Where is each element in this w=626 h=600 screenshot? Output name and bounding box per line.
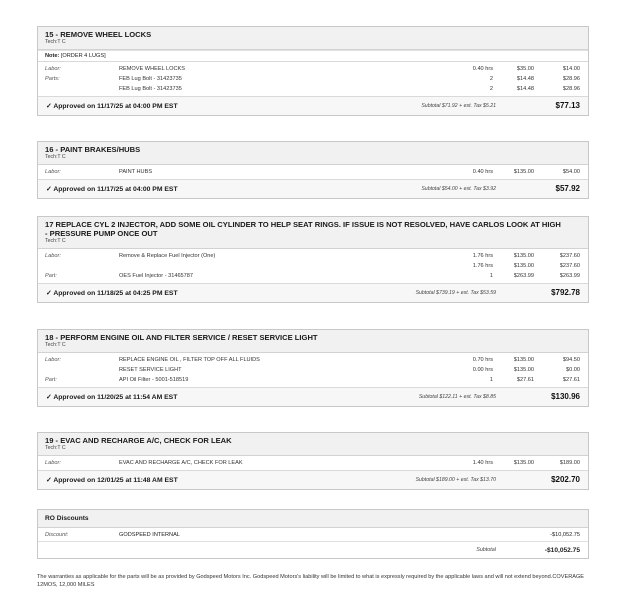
- discount-subtotal-label: Subtotal: [476, 547, 496, 553]
- line-desc: FEB Lug Bolt - 31423735: [119, 76, 182, 82]
- line-item: [38, 355, 588, 365]
- job-total: $202.70: [551, 475, 580, 484]
- line-desc: PAINT HUBS: [119, 169, 153, 175]
- job-title: 18 - PERFORM ENGINE OIL AND FILTER SERVICE / RESET SERVICE LIGHT: [45, 333, 318, 342]
- line-amount: $237.60: [559, 263, 580, 269]
- job-title: 17 REPLACE CYL 2 INJECTOR, ADD SOME OIL CYLINDER TO HELP SEAT RINGS. IF ISSUE IS NOT RESOLVED, HAVE CARLOS LOOK AT HIGH: [45, 220, 561, 229]
- line-item: [38, 375, 588, 385]
- line-type: Labor:: [45, 357, 61, 363]
- approved-status: ✓ Approved on 11/17/25 at 04:00 PM EST: [46, 103, 178, 110]
- line-rate: $14.48: [516, 76, 534, 82]
- job-footer: [38, 471, 588, 489]
- warranty-text: The warranties as applicable for the parts will be as provided by Godspeed Motors Inc. Godspeed Motors's liability will be limited to what is expressly required by the applicable laws and will not extend beyond.COVERAGE 12MOS, 12,000 MILES: [37, 574, 585, 588]
- job-header: [38, 330, 588, 353]
- tech-label: Tech:T C: [45, 238, 66, 244]
- line-amount: $27.61: [562, 377, 580, 383]
- line-type: Parts:: [45, 76, 60, 82]
- line-desc: EVAC AND RECHARGE A/C, CHECK FOR LEAK: [119, 460, 243, 466]
- line-qty: 1: [489, 377, 493, 383]
- line-desc: REMOVE WHEEL LOCKS: [119, 66, 185, 72]
- line-rate: $27.61: [516, 377, 534, 383]
- job-title-continued: - PRESSURE PUMP ONCE OUT: [45, 229, 158, 238]
- line-rate: $135.00: [513, 357, 534, 363]
- line-amount: $54.00: [562, 169, 580, 175]
- line-amount: $263.99: [559, 273, 580, 279]
- job-total: $57.92: [555, 184, 580, 193]
- line-item: [38, 271, 588, 281]
- job-title: 16 - PAINT BRAKES/HUBS: [45, 145, 141, 154]
- job-header: [38, 433, 588, 456]
- line-amount: $237.60: [559, 253, 580, 259]
- job-footer: [38, 388, 588, 406]
- job-total: $130.96: [551, 392, 580, 401]
- job-footer: [38, 97, 588, 115]
- job-note: [38, 50, 588, 61]
- line-type: Labor:: [45, 66, 61, 72]
- discount-amount: -$10,052.75: [550, 532, 580, 538]
- approved-status: ✓ Approved on 12/01/25 at 11:48 AM EST: [46, 477, 178, 484]
- tech-label: Tech:T C: [45, 445, 66, 451]
- line-desc: Remove & Replace Fuel Injector (One): [119, 253, 216, 259]
- line-qty: 0.40 hrs: [472, 66, 493, 72]
- line-amount: $14.00: [562, 66, 580, 72]
- line-desc: RESET SERVICE LIGHT: [119, 367, 182, 373]
- line-rate: $135.00: [513, 263, 534, 269]
- line-qty: 2: [489, 76, 493, 82]
- line-item: [38, 74, 588, 84]
- ro-discounts: [37, 509, 589, 559]
- subtotal-text: Subtotal $739.19 + est. Tax $53.59: [415, 290, 496, 296]
- discount-subtotal-row: [38, 542, 588, 558]
- line-qty: 0.70 hrs: [472, 357, 493, 363]
- subtotal-text: Subtotal $122.11 + est. Tax $8.85: [418, 394, 496, 400]
- line-amount: $28.96: [562, 86, 580, 92]
- line-rate: $14.48: [516, 86, 534, 92]
- line-rate: $135.00: [513, 367, 534, 373]
- line-item: [38, 261, 588, 271]
- line-rate: $135.00: [513, 169, 534, 175]
- job-15: [37, 26, 589, 116]
- line-amount: $28.96: [562, 76, 580, 82]
- approved-status: ✓ Approved on 11/18/25 at 04:25 PM EST: [46, 290, 178, 297]
- tech-label: Tech:T C: [45, 154, 66, 160]
- line-item: [38, 84, 588, 94]
- discount-desc: GODSPEED INTERNAL: [119, 532, 180, 538]
- approved-status: ✓ Approved on 11/20/25 at 11:54 AM EST: [46, 394, 178, 401]
- discount-type: Discount:: [45, 532, 69, 538]
- job-header: [38, 217, 588, 249]
- line-qty: 1.76 hrs: [472, 253, 493, 259]
- job-footer: [38, 180, 588, 198]
- line-qty: 1.40 hrs: [472, 460, 493, 466]
- discount-subtotal: -$10,052.75: [544, 547, 580, 554]
- job-19: [37, 432, 589, 490]
- line-item: [38, 64, 588, 74]
- subtotal-text: Subtotal $189.00 + est. Tax $13.70: [415, 477, 496, 483]
- line-amount: $189.00: [559, 460, 580, 466]
- job-lines: [38, 61, 588, 97]
- job-lines: [38, 353, 588, 388]
- tech-label: Tech:T C: [45, 342, 66, 348]
- job-16: [37, 141, 589, 199]
- job-total: $77.13: [555, 101, 580, 110]
- discounts-title: RO Discounts: [45, 515, 89, 522]
- job-title: 19 - EVAC AND RECHARGE A/C, CHECK FOR LEAK: [45, 436, 232, 445]
- subtotal-text: Subtotal $71.92 + est. Tax $5.21: [421, 103, 496, 109]
- line-type: Labor:: [45, 253, 61, 259]
- line-type: Labor:: [45, 169, 61, 175]
- job-header: [38, 142, 588, 165]
- line-qty: 0.00 hrs: [472, 367, 493, 373]
- line-item: [38, 167, 588, 177]
- line-rate: $135.00: [513, 460, 534, 466]
- line-qty: 1: [489, 273, 493, 279]
- tech-label: Tech:T C: [45, 39, 66, 45]
- discounts-header: [38, 510, 588, 528]
- approved-status: ✓ Approved on 11/17/25 at 04:00 PM EST: [46, 186, 178, 193]
- line-item: [38, 458, 588, 468]
- note-label: Note:: [45, 53, 60, 59]
- line-amount: $0.00: [566, 367, 580, 373]
- line-qty: 2: [489, 86, 493, 92]
- line-qty: 1.76 hrs: [472, 263, 493, 269]
- line-type: Part:: [45, 273, 57, 279]
- line-item: [38, 365, 588, 375]
- job-18: [37, 329, 589, 407]
- job-footer: [38, 284, 588, 302]
- discount-row: [38, 528, 588, 542]
- line-rate: $263.99: [513, 273, 534, 279]
- line-amount: $94.50: [562, 357, 580, 363]
- job-header: [38, 27, 588, 50]
- line-item: [38, 251, 588, 261]
- line-desc: REPLACE ENGINE OIL , FILTER TOP OFF ALL FLUIDS: [119, 357, 260, 363]
- job-lines: [38, 249, 588, 284]
- line-qty: 0.40 hrs: [472, 169, 493, 175]
- line-desc: FEB Lug Bolt - 31423735: [119, 86, 182, 92]
- job-lines: [38, 456, 588, 471]
- line-rate: $35.00: [516, 66, 534, 72]
- line-type: Part:: [45, 377, 57, 383]
- job-17: [37, 216, 589, 303]
- line-desc: API Oil Filter - 5001-518519: [119, 377, 189, 383]
- job-total: $792.78: [551, 288, 580, 297]
- subtotal-text: Subtotal $54.00 + est. Tax $3.92: [421, 186, 496, 192]
- note-text: [ORDER 4 LUGS]: [60, 53, 106, 59]
- line-rate: $135.00: [513, 253, 534, 259]
- job-lines: [38, 165, 588, 180]
- line-desc: OES Fuel Injector - 31465787: [119, 273, 194, 279]
- job-title: 15 - REMOVE WHEEL LOCKS: [45, 30, 152, 39]
- line-type: Labor:: [45, 460, 61, 466]
